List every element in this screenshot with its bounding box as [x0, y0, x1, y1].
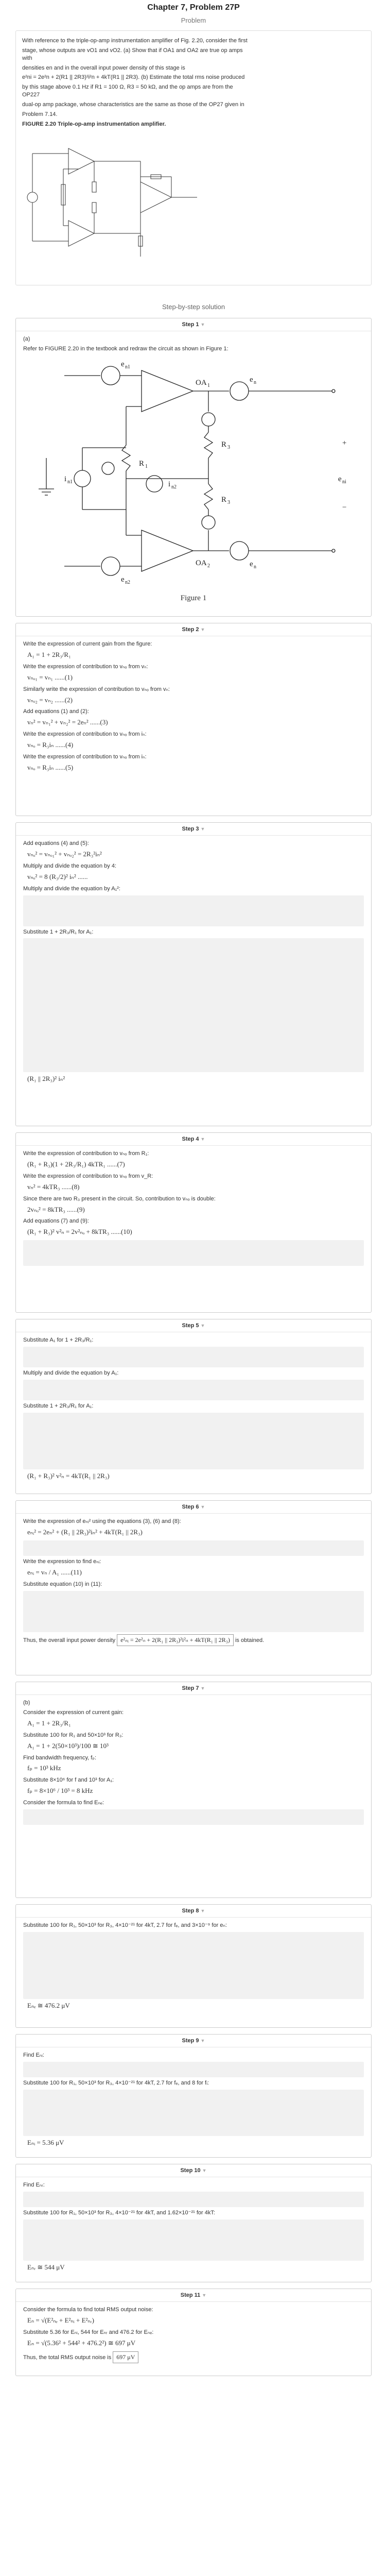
step-title: Step 4	[182, 1136, 199, 1142]
svg-text:R: R	[221, 495, 227, 504]
step-header[interactable]	[16, 1501, 371, 1514]
equation: vₙₒ₂ = vₙ₂ ......(2)	[27, 696, 73, 704]
conclusion-suffix: is obtained.	[235, 1637, 265, 1643]
equation: vₙₒ₁ = vₙ₁ ......(1)	[27, 673, 73, 681]
problem-text	[22, 37, 249, 128]
step-header[interactable]	[16, 1319, 371, 1332]
step-card	[15, 2034, 372, 2158]
step-text: Multiply and divide the equation by 4:	[23, 862, 117, 869]
step-body	[16, 1695, 371, 1831]
equation-block	[23, 1932, 364, 1999]
problem-line: Problem 7.14.	[22, 111, 58, 117]
step-text: Similarly write the expression of contribution to vₙₒ from vₙ:	[23, 686, 170, 692]
svg-text:e: e	[121, 360, 125, 368]
step-text: Substitute 1 + 2R₃/R₁ for A₁:	[23, 1402, 94, 1409]
step-header[interactable]	[16, 623, 371, 636]
step-body	[16, 1918, 371, 2018]
step-text: Find Eₙᵢ:	[23, 2052, 44, 2058]
step-text: Substitute 8×10⁶ for f and 10³ for A₁:	[23, 1777, 114, 1784]
equation: fₚ = 10³ kHz	[27, 1764, 61, 1772]
equation: eₙᵢ = vₙ / A₁ ......(11)	[27, 1568, 82, 1576]
step-title: Step 2	[182, 626, 199, 633]
step-text: Find bandwidth frequency, fₚ:	[23, 1754, 97, 1761]
svg-text:2: 2	[207, 563, 210, 569]
equation: vₙₒ² = 8 (R₃/2)² iₙ² ......	[27, 872, 88, 880]
step-body	[16, 2177, 371, 2280]
equation-block	[23, 1540, 364, 1556]
equation: A₁ = 1 + 2(50×10³)/100 ≅ 10³	[27, 1741, 109, 1750]
step-text: Write the expression of eₙᵢ² using the equations (3), (6) and (8):	[23, 1518, 181, 1524]
step-text: Substitute 100 for R₁ and 50×10³ for R₃:	[23, 1732, 124, 1738]
step-text: Write the expression of contribution to vₙₒ from iₙ:	[23, 731, 147, 738]
step-card	[15, 2289, 372, 2376]
svg-text:3: 3	[227, 499, 230, 505]
step-header[interactable]	[16, 2035, 371, 2047]
equation: Eₙ = √(5.36² + 544² + 476.2²) ≅ 697 μV	[27, 2338, 136, 2347]
svg-text:3: 3	[227, 444, 230, 450]
svg-text:i: i	[64, 474, 67, 483]
equation-block	[23, 1413, 364, 1469]
chevron-down-icon: ▼	[200, 2038, 205, 2043]
step-text: Write the expression of contribution to vₙₒ from v_R:	[23, 1173, 153, 1179]
step-card	[15, 1132, 372, 1313]
equation: (R₁ + R₃)(1 + 2R₃/R₁) 4kTR₁ ......(7)	[27, 1160, 125, 1168]
step-title: Step 8	[182, 1908, 199, 1914]
step-card	[15, 318, 372, 617]
step-card	[15, 1682, 372, 1898]
step-header[interactable]	[16, 1133, 371, 1146]
svg-text:e: e	[338, 474, 342, 483]
equation-block	[23, 2192, 364, 2207]
chevron-down-icon: ▼	[200, 826, 205, 832]
step-card	[15, 1319, 372, 1494]
equation: Eₙ = √(E²ₙₑ + E²ₙᵢ + E²ₙᵣ)	[27, 2316, 94, 2324]
step-card	[15, 822, 372, 1126]
step-text: Multiply and divide the equation by A₁:	[23, 1369, 119, 1376]
conclusion-text: Thus, the overall input power density	[23, 1637, 116, 1643]
step-title: Step 10	[180, 2167, 201, 2174]
step-title: Step 1	[182, 321, 199, 328]
step-header[interactable]	[16, 823, 371, 836]
chevron-down-icon: ▼	[202, 2168, 207, 2173]
step-card	[15, 2164, 372, 2282]
step-body	[16, 836, 371, 1091]
page-title: Chapter 7, Problem 27P	[147, 3, 240, 12]
problem-line: stage, whose outputs are vO1 and vO2. (a) Show that if OA1 and OA2 are true op amps with	[22, 47, 243, 61]
step-header[interactable]	[16, 1905, 371, 1918]
equation-block	[23, 1591, 364, 1632]
equation: Eₙᵣ ≅ 544 μV	[27, 2263, 65, 2271]
chevron-down-icon: ▼	[200, 627, 205, 632]
step-title: Step 3	[182, 826, 199, 832]
step-text	[23, 2351, 364, 2363]
solution-header: Step-by-step solution	[162, 303, 225, 311]
equation: 2vₙₒ² = 8kTR₃ ......(9)	[27, 1205, 85, 1213]
svg-text:R: R	[221, 440, 227, 449]
step-card	[15, 1904, 372, 2028]
step-header[interactable]	[16, 1682, 371, 1695]
svg-text:+: +	[342, 438, 347, 447]
step-text: Since there are two R₃ present in the circuit. So, contribution to vₙₒ is double:	[23, 1195, 216, 1202]
problem-line: With reference to the triple-op-amp instrumentation amplifier of Fig. 2.20, consider the first	[22, 38, 248, 44]
equation-block	[23, 1347, 364, 1367]
step-title: Step 7	[182, 1685, 199, 1691]
step-text: Substitute 1 + 2R₃/R₁ for A₁:	[23, 928, 94, 935]
step-title: Step 9	[182, 2038, 199, 2044]
step-header[interactable]	[16, 318, 371, 331]
conclusion-text: Thus, the total RMS output noise is	[23, 2354, 112, 2361]
svg-text:n: n	[254, 564, 256, 570]
equation: (R₁ + R₃)² v²ₙ = 2v²ₙₒ + 8kTR₃ ......(10)	[27, 1228, 132, 1236]
step-title: Step 11	[180, 2292, 201, 2298]
problem-line: densities en and in the overall input power density of this stage is	[22, 64, 185, 71]
equation-block	[23, 2219, 364, 2261]
step-body	[16, 636, 371, 780]
step-header[interactable]	[16, 2289, 371, 2302]
svg-text:n1: n1	[125, 364, 130, 370]
svg-text:i: i	[168, 480, 171, 488]
step-text: Substitute equation (10) in (11):	[23, 1581, 102, 1587]
step-text: Write the expression of current gain from the figure:	[23, 641, 152, 647]
chevron-down-icon: ▼	[200, 1137, 205, 1142]
svg-text:n1: n1	[67, 479, 73, 485]
part-label: (b)	[23, 1700, 30, 1706]
step-text	[23, 1634, 364, 1646]
equation: Eₙₑ ≅ 476.2 μV	[27, 2001, 70, 2009]
answer-box: 697 μV	[113, 2351, 138, 2363]
svg-text:OA: OA	[196, 558, 207, 567]
equation: vₙₒ² = vₙₒ₁² + vₙₒ₂² = 2R₃²iₙ²	[27, 850, 102, 858]
svg-text:n: n	[254, 379, 256, 385]
svg-text:R: R	[139, 459, 145, 468]
equation-block	[23, 1240, 364, 1266]
step-body	[16, 1332, 371, 1488]
problem-line: dual-op amp package, whose characteristics are the same as those of the OP27 given in	[22, 101, 244, 108]
equation: fₚ = 8×10⁶ / 10³ = 8 kHz	[27, 1787, 93, 1795]
step-text: Add equations (4) and (5):	[23, 840, 89, 846]
step-text: Substitute A₁ for 1 + 2R₃/R₁:	[23, 1337, 94, 1343]
step-text: Find Eₙᵣ:	[23, 2182, 45, 2188]
problem-line: by this stage above 0.1 Hz if R1 = 100 Ω, R3 = 50 kΩ, and the op amps are from the OP227	[22, 84, 233, 98]
svg-text:e: e	[121, 575, 125, 584]
equation: A₁ = 1 + 2R₃/R₁	[27, 1719, 71, 1727]
chevron-down-icon: ▼	[200, 1686, 205, 1691]
equation: eₙᵢ² = 2eₙ² + (R₁ || 2R₃)²iₙ² + 4kT(R₁ || 2R₃)	[27, 1528, 143, 1536]
step-title: Step 5	[182, 1323, 199, 1329]
step-text: Refer to FIGURE 2.20 in the textbook and redraw the circuit as shown in Figure 1:	[23, 345, 228, 352]
step-text: Substitute 100 for R₁, 50×10³ for R₃, 4×10⁻²¹ for 4kT, 2.7 for fₑ, and 3×10⁻⁹ for eₙ:	[23, 1922, 227, 1928]
svg-text:1: 1	[207, 382, 210, 388]
chevron-down-icon: ▼	[200, 1504, 205, 1510]
equation: A₁ = 1 + 2R₃/R₁	[27, 650, 71, 658]
problem-line: e²ni = 2e²n + 2(R1 || 2R3)²i²n + 4kT(R1 || 2R3). (b) Estimate the total rms noise produced	[22, 74, 245, 81]
circuit-figure-1	[23, 355, 378, 587]
equation: vₙₒ = R₃iₙ ......(5)	[27, 763, 74, 771]
step-card	[15, 623, 372, 816]
equation: (R₁ + R₃)² v²ₙ = 4kT(R₁ || 2R₃)	[27, 1471, 110, 1480]
step-body	[16, 331, 371, 608]
step-body	[16, 2302, 371, 2369]
step-text: Add equations (7) and (9):	[23, 1218, 89, 1225]
step-body	[16, 1146, 371, 1272]
svg-text:n2: n2	[171, 484, 177, 490]
step-text: Substitute 100 for R₁, 50×10³ for R₃, 4×10⁻²¹ for 4kT, and 1.62×10⁻²¹ for 4kT:	[23, 2209, 215, 2216]
step-text: Consider the formula to find total RMS output noise:	[23, 2307, 153, 2313]
instrumentation-amp-figure	[22, 133, 207, 267]
step-text: Write the expression of contribution to vₙₒ from vₙ:	[23, 663, 148, 670]
page-subtitle: Problem	[181, 16, 206, 24]
step-text: Substitute 5.36 for Eₙᵢ, 544 for Eₙᵣ and 476.2 for Eₙₑ:	[23, 2329, 154, 2335]
part-label: (a)	[23, 336, 30, 342]
equation: vₙ² = vₙ₁² + vₙ₂² = 2eₙ² ......(3)	[27, 718, 108, 726]
equation: Eₙᵢ = 5.36 μV	[27, 2138, 64, 2146]
figure-title: FIGURE 2.20 Triple-op-amp instrumentation amplifier.	[22, 121, 166, 127]
step-text: Substitute 100 for R₁, 50×10³ for R₃, 4×10⁻²¹ for 4kT, 2.7 for fₑ, and 8 for fᵢ:	[23, 2079, 209, 2086]
equation-block	[23, 2062, 364, 2077]
step-card	[15, 1500, 372, 1675]
step-text: Consider the formula to find Eₙₑ:	[23, 1800, 104, 1806]
svg-text:e: e	[250, 560, 253, 568]
svg-text:n2: n2	[125, 579, 130, 585]
answer-box: e²ₙᵢ = 2e²ₙ + 2(R₁ || 2R₃)²i²ₙ + 4kT(R₁ || 2R₃)	[117, 1634, 234, 1646]
chevron-down-icon: ▼	[200, 1908, 205, 1913]
svg-text:OA: OA	[196, 378, 207, 387]
step-body	[16, 1514, 371, 1652]
step-text: Add equations (1) and (2):	[23, 708, 89, 715]
svg-text:1: 1	[145, 463, 148, 469]
step-text: Write the expression of contribution to vₙₒ from iₙ:	[23, 753, 147, 760]
chevron-down-icon: ▼	[200, 1323, 205, 1328]
svg-text:−: −	[342, 503, 347, 512]
svg-text:ni: ni	[342, 479, 346, 485]
problem-card	[15, 30, 372, 285]
equation-block	[23, 2090, 364, 2136]
equation: vₙₒ = R₃iₙ ......(4)	[27, 741, 74, 749]
chevron-down-icon: ▼	[200, 322, 205, 327]
step-text: Multiply and divide the equation by A₁²:	[23, 885, 120, 892]
equation: (R₁ || 2R₃)² iₙ²	[27, 1075, 65, 1083]
step-title: Step 6	[182, 1504, 199, 1510]
equation-block	[23, 1380, 364, 1400]
figure-caption: Figure 1	[180, 594, 207, 602]
step-text: Write the expression of contribution to vₙₒ from R₁:	[23, 1150, 149, 1157]
equation-block	[23, 1809, 364, 1825]
step-header[interactable]	[16, 2164, 371, 2177]
step-body	[16, 2047, 371, 2155]
equation: vₙ² = 4kTR₃ ......(8)	[27, 1182, 80, 1191]
equation-block	[23, 938, 364, 1072]
chevron-down-icon: ▼	[202, 2293, 207, 2298]
step-text: Write the expression to find eₙᵢ:	[23, 1558, 101, 1565]
svg-text:e: e	[250, 375, 253, 384]
equation-block	[23, 895, 364, 926]
step-text: Consider the expression of current gain:	[23, 1709, 124, 1716]
